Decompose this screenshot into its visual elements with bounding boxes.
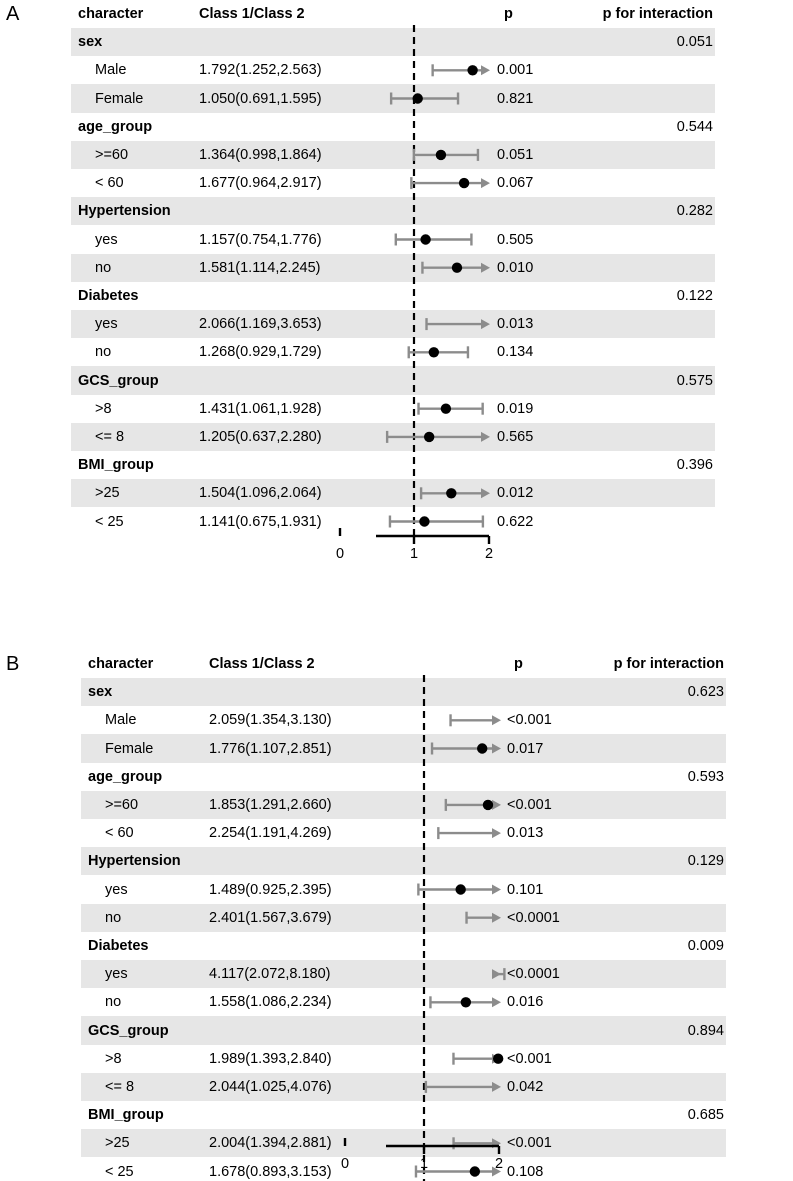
p-value: 0.010 xyxy=(497,259,534,276)
ci-arrow-right xyxy=(492,800,501,810)
level-label: >25 xyxy=(95,485,120,502)
estimate-value: 2.254(1.191,4.269) xyxy=(209,825,332,842)
level-label: >25 xyxy=(105,1135,130,1152)
estimate-value: 2.059(1.354,3.130) xyxy=(209,712,332,729)
p-value: <0.001 xyxy=(507,1135,552,1152)
column-header-estimate: Class 1/Class 2 xyxy=(199,6,305,22)
ci-arrow-right xyxy=(492,997,501,1007)
p-interaction-value: 0.544 xyxy=(676,118,713,135)
point-estimate xyxy=(493,1054,503,1064)
ci-arrow-right xyxy=(492,715,501,725)
level-label: >8 xyxy=(105,1050,122,1067)
level-label: < 25 xyxy=(105,1163,134,1180)
ci-arrow-right xyxy=(492,1082,501,1092)
ci-bar xyxy=(438,827,501,839)
axis-tick-label-2: 2 xyxy=(494,1156,504,1172)
ci-bar xyxy=(492,968,504,980)
p-value: <0.0001 xyxy=(507,909,560,926)
level-label: Female xyxy=(95,90,144,107)
estimate-value: 1.205(0.637,2.280) xyxy=(199,428,322,445)
estimate-value: 1.364(0.998,1.864) xyxy=(199,146,322,163)
column-header-estimate: Class 1/Class 2 xyxy=(209,656,315,672)
p-interaction-value: 0.593 xyxy=(687,768,724,785)
estimate-value: 1.050(0.691,1.595) xyxy=(199,90,322,107)
axis-tick-label-2: 2 xyxy=(484,546,494,562)
ci-bar xyxy=(432,743,501,755)
estimate-value: 1.776(1.107,2.851) xyxy=(209,740,332,757)
p-interaction-value: 0.894 xyxy=(687,1022,724,1039)
point-estimate xyxy=(455,884,465,894)
estimate-value: 1.141(0.675,1.931) xyxy=(199,513,322,530)
ci-bar xyxy=(453,1053,503,1065)
p-interaction-value: 0.623 xyxy=(687,684,724,701)
level-label: <= 8 xyxy=(105,1078,135,1095)
ci-bar xyxy=(454,1137,501,1149)
p-interaction-value: 0.282 xyxy=(676,203,713,220)
group-label: GCS_group xyxy=(88,1022,169,1039)
p-value: <0.001 xyxy=(507,712,552,729)
level-label: Female xyxy=(105,740,154,757)
group-label: BMI_group xyxy=(78,457,154,474)
p-value: 0.101 xyxy=(507,881,544,898)
p-interaction-value: 0.009 xyxy=(687,937,724,954)
group-label: Diabetes xyxy=(88,937,149,954)
p-value: 0.012 xyxy=(497,485,534,502)
p-value: <0.0001 xyxy=(507,966,560,983)
group-label: Hypertension xyxy=(88,853,181,870)
level-label: yes xyxy=(95,231,118,248)
level-label: Male xyxy=(95,62,127,79)
p-interaction-value: 0.129 xyxy=(687,853,724,870)
axis-tick-label-0: 0 xyxy=(340,1156,350,1172)
p-interaction-value: 0.122 xyxy=(676,287,713,304)
ci-bar xyxy=(467,912,501,924)
level-label: < 60 xyxy=(105,825,134,842)
column-header-p: p xyxy=(514,656,523,672)
group-label: Hypertension xyxy=(78,203,171,220)
p-interaction-value: 0.396 xyxy=(676,457,713,474)
ci-arrow-right xyxy=(492,885,501,895)
ci-bar xyxy=(418,884,501,896)
p-value: 0.134 xyxy=(497,344,534,361)
ci-arrow-right xyxy=(492,913,501,923)
p-value: 0.622 xyxy=(497,513,534,530)
p-value: <0.001 xyxy=(507,796,552,813)
level-label: >=60 xyxy=(105,796,139,813)
estimate-value: 1.268(0.929,1.729) xyxy=(199,344,322,361)
p-value: 0.042 xyxy=(507,1078,544,1095)
ci-bar xyxy=(430,996,501,1008)
estimate-value: 2.004(1.394,2.881) xyxy=(209,1135,332,1152)
ci-arrow-right xyxy=(492,828,501,838)
p-value: 0.017 xyxy=(507,740,544,757)
estimate-value: 2.044(1.025,4.076) xyxy=(209,1078,332,1095)
p-value: 0.001 xyxy=(497,62,534,79)
estimate-value: 1.431(1.061,1.928) xyxy=(199,400,322,417)
p-value: 0.067 xyxy=(497,175,534,192)
p-value: 0.821 xyxy=(497,90,534,107)
level-label: no xyxy=(95,259,112,276)
column-header-character: character xyxy=(78,6,144,22)
column-header-p-interaction: p for interaction xyxy=(602,6,713,22)
point-estimate xyxy=(461,997,471,1007)
axis-tick-label-1: 1 xyxy=(409,546,419,562)
level-label: < 25 xyxy=(95,513,124,530)
column-header-character: character xyxy=(88,656,154,672)
ci-bar xyxy=(426,1081,501,1093)
estimate-value: 1.157(0.754,1.776) xyxy=(199,231,322,248)
level-label: yes xyxy=(105,966,128,983)
p-interaction-value: 0.575 xyxy=(676,372,713,389)
p-interaction-value: 0.685 xyxy=(687,1107,724,1124)
estimate-value: 1.677(0.964,2.917) xyxy=(199,175,322,192)
level-label: no xyxy=(105,994,122,1011)
p-value: 0.013 xyxy=(497,316,534,333)
level-label: yes xyxy=(105,881,128,898)
estimate-value: 1.989(1.393,2.840) xyxy=(209,1050,332,1067)
estimate-value: 2.401(1.567,3.679) xyxy=(209,909,332,926)
level-label: <= 8 xyxy=(95,428,125,445)
group-label: age_group xyxy=(78,118,153,135)
estimate-value: 1.504(1.096,2.064) xyxy=(199,485,322,502)
panel-letter-b: B xyxy=(6,653,20,675)
estimate-value: 1.678(0.893,3.153) xyxy=(209,1163,332,1180)
column-header-p: p xyxy=(504,6,513,22)
estimate-value: 1.581(1.114,2.245) xyxy=(199,259,321,276)
p-value: 0.051 xyxy=(497,146,534,163)
axis-tick-label-1: 1 xyxy=(419,1156,429,1172)
level-label: >8 xyxy=(95,400,112,417)
group-label: age_group xyxy=(88,768,163,785)
estimate-value: 1.792(1.252,2.563) xyxy=(199,62,322,79)
p-value: <0.001 xyxy=(507,1050,552,1067)
p-value: 0.013 xyxy=(507,825,544,842)
p-value: 0.108 xyxy=(507,1163,544,1180)
estimate-value: 1.558(1.086,2.234) xyxy=(209,994,332,1011)
level-label: yes xyxy=(95,316,118,333)
estimate-value: 2.066(1.169,3.653) xyxy=(199,316,322,333)
point-estimate xyxy=(477,743,487,753)
level-label: >=60 xyxy=(95,146,129,163)
ci-arrow-right xyxy=(492,744,501,754)
group-label: sex xyxy=(78,34,103,51)
estimate-value: 4.117(2.072,8.180) xyxy=(209,966,331,983)
group-label: GCS_group xyxy=(78,372,159,389)
level-label: < 60 xyxy=(95,175,124,192)
level-label: no xyxy=(105,909,122,926)
column-header-p-interaction: p for interaction xyxy=(613,656,724,672)
p-value: 0.505 xyxy=(497,231,534,248)
p-value: 0.019 xyxy=(497,400,534,417)
level-label: no xyxy=(95,344,112,361)
ci-arrow-right xyxy=(492,969,501,979)
group-label: Diabetes xyxy=(78,287,139,304)
panel-letter-a: A xyxy=(6,3,20,25)
ci-bar xyxy=(451,714,501,726)
axis-tick-label-0: 0 xyxy=(335,546,345,562)
estimate-value: 1.489(0.925,2.395) xyxy=(209,881,332,898)
group-label: BMI_group xyxy=(88,1107,164,1124)
ci-bar xyxy=(446,799,501,811)
p-value: 0.016 xyxy=(507,994,544,1011)
x-axis xyxy=(345,1138,499,1154)
point-estimate xyxy=(483,800,493,810)
p-value: 0.565 xyxy=(497,428,534,445)
group-label: sex xyxy=(88,684,113,701)
estimate-value: 1.853(1.291,2.660) xyxy=(209,796,332,813)
p-interaction-value: 0.051 xyxy=(676,34,713,51)
level-label: Male xyxy=(105,712,137,729)
